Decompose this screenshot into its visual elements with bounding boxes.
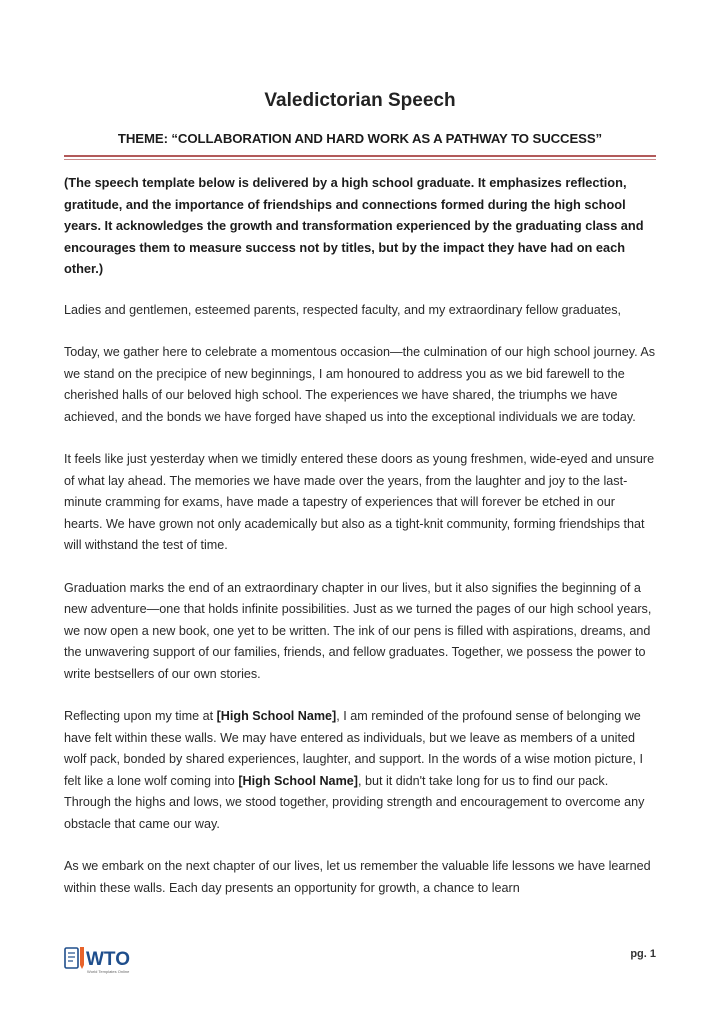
speech-body <box>64 172 656 899</box>
paragraph-5-part-c: , I am reminded of the profound sense of belonging we have felt within these walls. We may have entered as individuals, but we leave as members of a united wolf pack, bonded by shared experiences, laughter, and support. In the words of a wise motion picture, I felt like a lone wolf coming into <box>64 709 643 788</box>
placeholder-school-name-2: [High School Name] <box>238 773 358 788</box>
document-icon <box>65 948 78 968</box>
logo-text: WTO <box>86 949 130 970</box>
paragraph-2: Today, we gather here to celebrate a momentous occasion—the culmination of our high school journey. As we stand on the precipice of new beginnings, I am honoured to address you as we bid farewell to the cherished halls of our beloved high school. The experiences we have shared, the triumphs we have achieved, and the bonds we have forged have shaped us into the exceptional individuals we are today. <box>64 345 656 424</box>
paragraph-4: Graduation marks the end of an extraordinary chapter in our lives, but it also signifies the beginning of a new adventure—one that holds infinite possibilities. Just as we turned the pages of our high school years, we now open a new book, one yet to be written. The ink of our pens is filled with aspirations, dreams, and the unwavering support of our families, friends, and fellow graduates. Together, we possess the power to write bestsellers of our own stories. <box>64 580 652 681</box>
paragraph-5-part-a: Reflecting upon my time at <box>64 709 217 723</box>
logo-tagline: World Templates Online <box>87 969 130 974</box>
heading-divider <box>64 155 656 157</box>
page-title: Valedictorian Speech <box>264 90 456 111</box>
paragraph-6: As we embark on the next chapter of our lives, let us remember the valuable life lessons we have learned within these walls. Each day presents an opportunity for growth, a chance to learn <box>64 859 651 895</box>
intro-paragraph: (The speech template below is delivered by a high school graduate. It emphasizes reflection, gratitude, and the importance of friendships and connections formed during the high school years. It acknowledges the growth and transformation experienced by the graduating class and encourages them to measure success not by titles, but by the impact they have had on each other.) <box>64 175 644 276</box>
placeholder-school-name: [High School Name] <box>216 709 337 723</box>
theme-heading: THEME: “COLLABORATION AND HARD WORK AS A PATHWAY TO SUCCESS” <box>117 131 603 146</box>
paragraph-5 <box>64 706 656 835</box>
paragraph-5-part-d: , but it didn't take long for us to find our pack. Through the highs and lows, we stood together, providing strength and encouragement to overcome any obstacle that came our way. <box>64 773 645 831</box>
pencil-icon <box>80 947 84 969</box>
wto-logo <box>64 943 154 979</box>
page-number: pg. 1 <box>630 948 656 960</box>
heading-divider-thin <box>64 159 656 160</box>
paragraph-salutation: Ladies and gentlemen, esteemed parents, respected faculty, and my extraordinary fellow graduates, <box>64 302 622 317</box>
paragraph-3: It feels like just yesterday when we timidly entered these doors as young freshmen, wide-eyed and unsure of what lay ahead. The memories we have made over the years, from the laughter and joy to the last-minute cramming for exams, have made a tapestry of experiences that will forever be etched in our hearts. We have grown not only academically but also as a tight-knit community, forming friendships that will withstand the test of time. <box>64 452 655 552</box>
